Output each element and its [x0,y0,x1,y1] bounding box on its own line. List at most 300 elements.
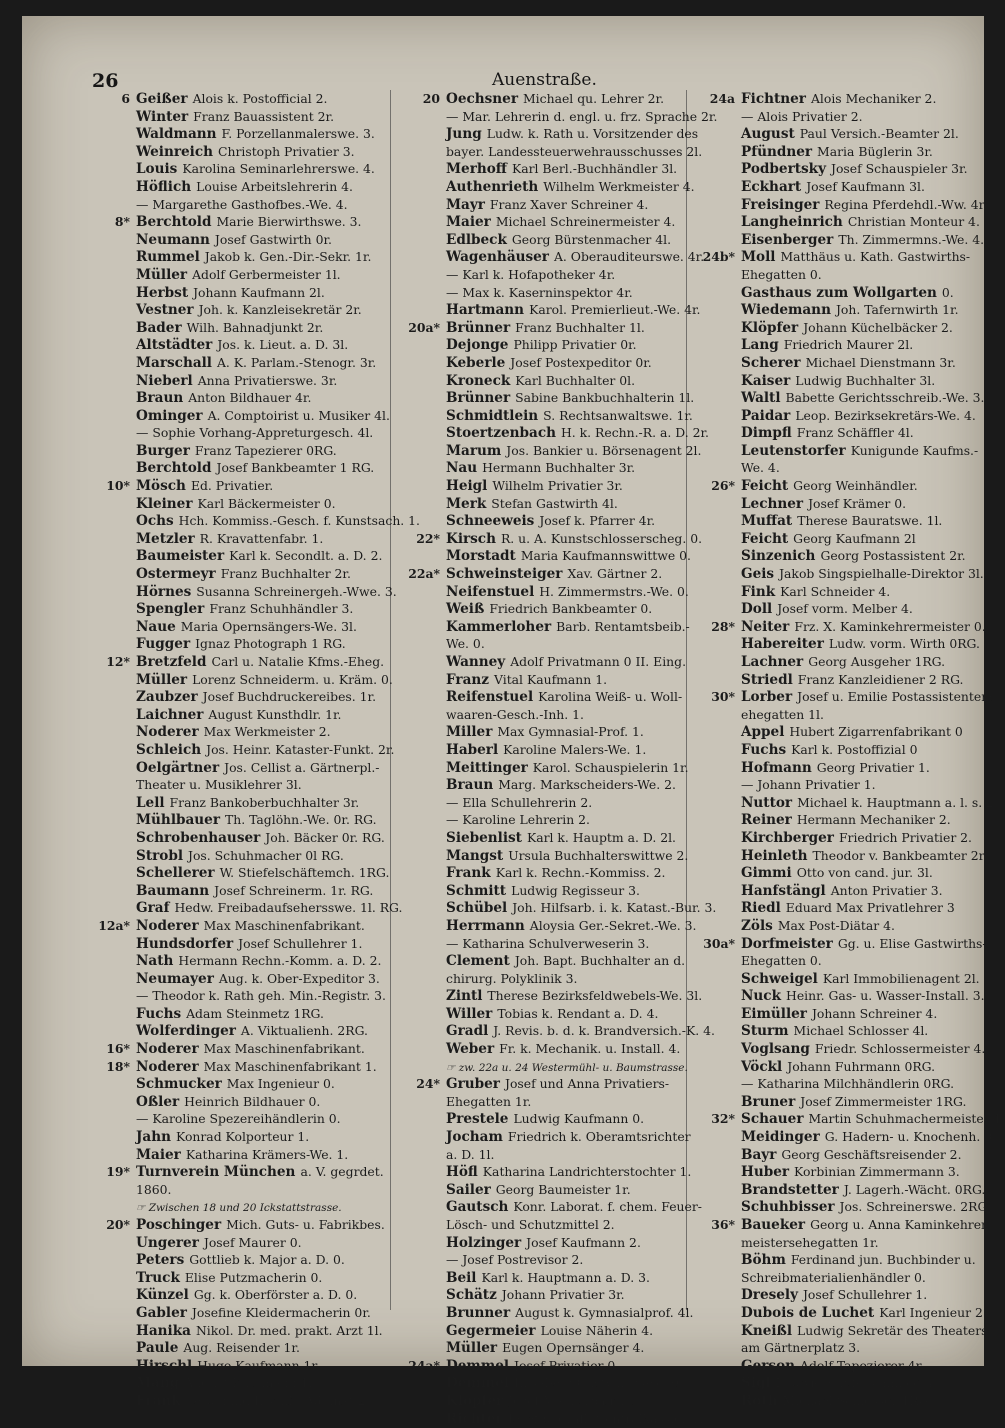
directory-entry [84,847,400,865]
resident-name: Weinreich [136,143,213,160]
resident-name: Oechsner [446,91,518,107]
resident-details: — Sophie Vorhang-Appreturgesch. 4l. [136,425,374,441]
resident-name: Ostermeyr [136,566,216,583]
directory-entry [689,741,981,759]
resident-name: Podbertsky [741,161,826,178]
directory-entry [84,759,400,777]
resident-name: Sigl [741,1375,771,1392]
directory-entry [84,407,400,425]
resident-details: Franz Xaver Schreiner 4. [489,196,649,212]
resident-details: Jos. Cellist a. Gärtnerpl.- [224,759,380,775]
directory-entry [689,829,981,847]
resident-name: Franz [446,671,489,688]
directory-entry [394,1286,706,1304]
directory-entry [394,143,706,161]
resident-details: Karl k. Hauptmann a. D. 3. [481,1269,650,1285]
resident-name: Schneeweis [446,513,535,530]
resident-name: Kammerloher [446,618,552,635]
resident-details: Josef Schullehrer 1. [238,935,363,951]
resident-details: Sabine Bankbuchhalterin 1l. [515,390,695,406]
directory-entry [689,899,981,917]
directory-entry [84,635,400,653]
resident-name: Nath [136,953,174,970]
directory-entry [394,1163,706,1181]
directory-entry [84,653,400,671]
directory-entry [84,1269,400,1287]
resident-name: Brünner [446,319,511,336]
house-number: 6 [121,91,130,106]
directory-entry [394,125,706,143]
house-number: 20* [106,1217,130,1232]
resident-name: Gruber [446,1076,500,1093]
directory-entry [394,424,709,442]
page-number: 26 [92,70,119,92]
directory-entry [394,653,706,671]
resident-details: — Ella Schullehrerin 2. [446,794,593,810]
resident-details: Heinrich Bildhauer 0. [184,1093,321,1109]
resident-details: Georg Kaufmann 2l [793,530,916,546]
resident-name: Jung [446,126,482,143]
directory-entry [394,495,706,513]
resident-name: Hirschl [136,1357,193,1374]
directory-entry [394,1339,706,1357]
resident-name: Sinzenich [741,548,816,565]
house-number: 26* [711,478,735,494]
resident-details: Frz. X. Kaminkehrermeister 0. [794,618,986,634]
resident-name: Schübel [446,900,508,917]
directory-entry [689,565,984,583]
directory-entry [394,706,706,724]
directory-entry [394,1392,706,1410]
directory-entry [394,1181,706,1199]
directory-entry [84,495,400,513]
resident-details: Karl k. Postoffizial 0 [791,741,918,757]
resident-details: Ehegatten 0. [741,266,822,282]
directory-entry [84,108,400,126]
directory-entry [84,196,400,214]
resident-details: Franz Schäffler 4l. [796,425,914,441]
directory-entry [394,1251,706,1269]
resident-details: Karl Bäckermeister 0. [197,495,336,511]
directory-entry [689,618,986,636]
directory-entry [84,547,400,565]
directory-entry [84,336,400,354]
directory-entry [84,706,400,724]
resident-name: Lell [136,794,165,811]
directory-entry [689,301,981,319]
directory-entry [394,1269,706,1287]
resident-name: Paule [136,1340,179,1357]
house-number: 18* [106,1058,130,1074]
resident-name: Schmidtlein [446,407,539,424]
resident-name: Bader [136,319,182,336]
resident-details: Mich. Guts- u. Fabrikbes. [226,1217,385,1232]
resident-details: Jos. Schreinerswe. 2RG. [839,1199,991,1215]
resident-name: Frank [446,865,491,882]
resident-details: Joh. Tafernwirth 1r. [835,302,959,318]
resident-name: Lang [741,337,779,354]
resident-name: Klöpfer [741,319,799,336]
resident-details: Karl Berl.-Buchhändler 3l. [511,161,678,177]
resident-name: Schauer [741,1111,804,1128]
resident-name: Altstädter [136,337,213,354]
resident-name: Nieberl [136,372,193,389]
house-number: 24a* [408,1357,440,1373]
resident-details: Xav. Gärtner 2. [567,566,663,582]
directory-entry [394,354,706,372]
directory-entry [689,1198,991,1216]
resident-details: Max Maschinenfabrikant 1. [203,1058,377,1074]
resident-details: Josefine Kleidermacherin 0r. [191,1304,371,1320]
resident-name: Meittinger [446,759,528,776]
resident-details: Karl Ingenieur 2. [879,1304,987,1320]
resident-details: Georg Bürstenmacher 4l. [511,231,672,247]
resident-name: Wolferdinger [136,1023,236,1040]
directory-entry [394,1304,706,1322]
directory-entry [84,1216,400,1234]
house-number: 20a* [408,319,440,335]
resident-details: Christoph Privatier 3. [218,143,355,159]
directory-entry [84,935,400,953]
resident-details: Michael qu. Lehrer 2r. [523,91,665,106]
resident-details: Christian Monteur 4. [847,214,980,230]
resident-name: Waltl [741,390,781,407]
resident-details: Ludwig Regisseur 3. [511,882,640,898]
resident-name: Neiter [741,618,790,635]
directory-entry [394,1040,706,1058]
house-number: 16* [106,1041,130,1057]
resident-details: Georg Privatier 1. [816,759,930,775]
directory-entry [84,1005,400,1023]
resident-name: Fuchs [741,741,787,758]
resident-details: Heinr. Gas- u. Wasser-Install. 3. [786,988,985,1004]
resident-name: Heinleth [741,847,808,864]
resident-name: Eckhart [741,178,802,195]
resident-details: Gg. k. Oberförster a. D. 0. [193,1287,358,1303]
directory-entry [394,1357,706,1375]
resident-name: Roth [741,1392,778,1409]
resident-name: Nuck [741,988,782,1005]
resident-name: Merk [446,495,487,512]
resident-name: Mayr [446,196,485,213]
directory-entry [689,1339,981,1357]
resident-details: Georg Weinhändler. [793,478,918,494]
resident-details: Josef Maurerpalier 0. [508,1392,643,1408]
resident-details: Otto von cand. jur. 3l. [796,865,933,881]
directory-entry [394,583,706,601]
resident-name: Weiß [446,601,485,618]
resident-details: Wilhelm Werkmeister 4. [543,178,695,194]
resident-name: Fichtner [741,91,806,107]
directory-entry [394,829,706,847]
resident-details: Ferdinand Eisenb.-Adjunkt 2r. [185,1392,375,1408]
directory-entry [394,635,706,653]
house-number: 24b* [702,249,735,265]
resident-details: Ludwig Kupferschmied 4. [775,1375,937,1391]
resident-details: Karl Schneider 4. [780,583,891,599]
resident-details: Susanna Schreinergeh.-Wwe. 3. [196,583,397,599]
resident-details: Ludw. vorm. Wirth 0RG. [828,636,980,652]
directory-entry [84,354,400,372]
resident-details: Philipp Privatier 0r. [513,337,637,353]
directory-entry [394,952,706,970]
resident-name: Gautsch [446,1199,509,1216]
resident-name: Waldmann [136,126,217,143]
resident-details: Max Maschinenfabrikant. [203,1041,365,1057]
resident-details: Jakob Singspielhalle-Direktor 3l. [779,566,984,582]
resident-name: Müller [446,1340,498,1357]
directory-entry [394,442,706,460]
resident-name: Geißer [136,91,188,107]
resident-details: Hedw. Freibadaufsehersswe. 1l. RG. [174,900,403,916]
directory-entry [394,811,706,829]
resident-details: Ursula Buchhalterswittwe 2. [508,847,689,863]
running-head: Auenstraße. [492,70,597,90]
house-number: 20 [422,91,440,106]
resident-name: Ungerer [136,1234,199,1251]
resident-name: Hanfstängl [741,882,826,899]
house-number: 12a* [98,917,130,933]
directory-entry [689,266,981,284]
directory-entry [84,319,400,337]
resident-name: Maier [446,214,491,231]
resident-details: Joh. Bapt. Buchhalter an d. [514,953,686,969]
resident-name: Fink [741,583,776,600]
directory-entry [689,917,981,935]
resident-details: Regina Pferdehdl.-Ww. 4r. [824,196,988,212]
resident-name: Schleich [136,741,202,758]
directory-entry [689,284,981,302]
resident-details: Josef Schreinerm. 1r. RG. [214,882,374,898]
directory-entry [394,231,706,249]
resident-details: Joh. Bäcker 0r. RG. [265,829,385,845]
directory-entry [394,1374,706,1392]
resident-details: Friedr. Schlossermeister 4. [814,1041,986,1057]
resident-name: Hörnes [136,583,192,600]
resident-name: Peters [136,1252,185,1269]
resident-name: Bayr [741,1146,777,1163]
directory-entry [394,196,706,214]
directory-entry [84,1251,400,1269]
resident-name: Stoertzenbach [446,425,556,442]
directory-entry [689,354,981,372]
directory-entry [689,847,988,865]
resident-details: — Mar. Lehrerin d. engl. u. frz. Sprache 2r. [446,108,718,124]
resident-name: Merhoff [446,161,507,178]
resident-details: Franz Buchhalter 2r. [220,566,351,582]
resident-name: Kaiser [741,372,791,389]
directory-entry [394,372,706,390]
directory-entry [689,143,981,161]
resident-details: Ed. Privatier. [190,478,274,494]
resident-details: Josef Kaufmann 2. [526,1234,641,1250]
directory-entry [689,723,981,741]
resident-name: Mösch [136,478,186,495]
directory-entry [689,213,981,231]
resident-details: Elise Putzmacherin 0. [184,1269,323,1285]
resident-name: Böhm [741,1252,786,1269]
resident-details: Johann Schreiner 4. [811,1005,938,1021]
directory-entry [84,671,400,689]
resident-name: Sailer [446,1181,491,1198]
resident-details: — Alois Privatier 2. [741,108,863,124]
resident-details: Josef Zimmermeister 1RG. [800,1093,967,1109]
directory-entry [394,899,717,917]
directory-entry [689,1357,981,1375]
resident-name: Prestele [446,1111,509,1128]
resident-details: 1860. [136,1181,172,1197]
directory-column-2 [394,90,718,1427]
resident-details: Jakob k. Gen.-Dir.-Sekr. 1r. [204,249,372,265]
resident-details: A. K. Parlam.-Stenogr. 3r. [216,354,377,370]
directory-entry [394,301,706,319]
directory-entry [689,1128,997,1146]
resident-details: Josef Kaufmann 3l. [806,178,925,194]
resident-name: Gradl [446,1023,489,1040]
resident-details: — Katharina Milchhändlerin 0RG. [741,1076,955,1092]
resident-details: Ignaz Photograph 1 RG. [195,636,346,652]
resident-details: a. D. 1l. [446,1146,495,1162]
resident-name: Zaubzer [136,689,198,706]
resident-name: Gasthaus zum Wollgarten [741,284,937,301]
directory-entry [394,794,706,812]
resident-details: Aug. k. Ober-Expeditor 3. [218,970,380,986]
directory-entry [84,1322,400,1340]
directory-entry [394,618,706,636]
resident-details: Babette Gerichtsschreib.-We. 3. [785,390,985,406]
directory-entry [84,284,400,302]
directory-entry [689,1075,981,1093]
directory-entry [84,160,400,178]
resident-name: Feicht [741,478,789,495]
directory-entry [84,1286,400,1304]
resident-details: Leop. Bezirksekretärs-We. 4. [795,407,976,423]
resident-details: Lorenz Schneiderm. u. Kräm. 0. [192,671,393,687]
directory-entry [84,741,400,759]
directory-entry [394,284,706,302]
resident-name: Beil [446,1269,477,1286]
directory-entry [689,671,981,689]
directory-entry [84,1022,400,1040]
directory-entry [689,776,981,794]
resident-name: Zintl [446,988,483,1005]
resident-details: Karoline Malers-We. 1. [503,741,647,757]
directory-entry [84,1374,400,1392]
resident-details: Josef u. Emilie Postassistentens- [797,689,1000,705]
directory-entry [394,319,706,337]
resident-name: Dejonge [446,337,509,354]
directory-entry [689,864,981,882]
directory-entry [84,231,400,249]
resident-name: Noderer [136,1041,199,1058]
resident-name: Wagenhäuser [446,249,549,266]
resident-details: Franz Buchhalter 1l. [515,319,645,335]
directory-entry [394,477,706,495]
resident-name: Müller [136,671,188,688]
directory-entry [689,952,981,970]
resident-details: Karl Buchhalter 0l. [515,372,636,388]
resident-details: Theodor v. Bankbeamter 2r. [812,847,988,863]
directory-entry [689,90,981,108]
resident-name: Nau [446,460,478,477]
resident-details: Georg Baumeister 1r. [495,1181,631,1197]
directory-entry [394,248,706,266]
directory-entry [689,160,981,178]
resident-details: Georg u. Anna Kaminkehrer- [810,1217,992,1232]
directory-entry [689,231,985,249]
resident-name: Schmucker [136,1076,222,1093]
resident-details: Josef Schauspieler 3r. [831,161,968,177]
resident-details: — Theodor k. Rath geh. Min.-Registr. 3. [136,988,386,1004]
resident-details: Franz Kanzleidiener 2 RG. [797,671,964,687]
resident-name: Vestner [136,302,194,319]
directory-entry [84,90,400,108]
resident-details: — Max k. Kaserninspektor 4r. [446,284,633,300]
resident-name: Hartmann [446,302,525,319]
resident-details: August Kunsthdlr. 1r. [208,706,342,722]
resident-name: Maier [136,1146,181,1163]
directory-entry [394,1146,706,1164]
resident-name: Gerson [741,1357,796,1374]
directory-entry [394,160,706,178]
resident-name: Naue [136,618,176,635]
house-number: 36* [711,1217,735,1232]
resident-details: Aloysia Ger.-Sekret.-We. 3. [529,917,697,933]
directory-entry [689,583,981,601]
resident-details: Max Maschinenfabrikant. [203,917,365,933]
house-number: 30* [711,689,735,705]
resident-details: Th. Taglöhn.-We. 0r. RG. [225,812,377,828]
resident-details: a. V. gegrdet. [300,1164,384,1180]
directory-entry [84,1304,400,1322]
resident-details: — Johann Privatier 1. [741,777,876,793]
directory-entry [689,477,981,495]
directory-entry [394,1093,706,1111]
resident-details: Michael Dienstmann 3r. [805,354,956,370]
resident-details: Josef vorm. Melber 4. [777,601,913,617]
resident-name: Müller [136,266,188,283]
resident-details: Karl k. Hauptm a. D. 2l. [526,829,676,845]
resident-name: Clement [446,953,510,970]
directory-entry [84,1339,400,1357]
resident-name: Weber [446,1041,495,1058]
resident-details: Georg Postassistent 2r. [820,548,966,564]
directory-entry [689,1216,992,1234]
resident-name: Louis [136,161,178,178]
resident-details: S. Rechtsanwaltswe. 1r. [543,407,693,423]
directory-entry [84,1110,400,1128]
directory-entry [84,372,400,390]
resident-name: Noderer [136,917,199,934]
directory-entry [689,635,981,653]
resident-details: Maria Kaufmannswittwe 0. [520,548,691,564]
resident-details: Konr. Laborat. f. chem. Feuer- [513,1199,702,1215]
resident-name: Frank [136,1392,181,1409]
resident-name: Sturm [741,1023,789,1040]
resident-name: Herrmann [446,917,525,934]
directory-entry [689,1146,981,1164]
resident-details: Johann Fuhrmann 0RG. [787,1058,936,1074]
house-number: 24a [709,91,735,106]
resident-details: Th. Zimmermns.-We. 4. [838,231,985,247]
resident-name: Gimmi [741,865,792,882]
directory-entry [84,512,421,530]
resident-name: Brunner [446,1304,511,1321]
resident-details: Ferdinand jun. Buchbinder u. [790,1252,976,1268]
directory-entry [689,459,981,477]
resident-name: Neumayer [136,970,214,987]
directory-entry [394,178,706,196]
